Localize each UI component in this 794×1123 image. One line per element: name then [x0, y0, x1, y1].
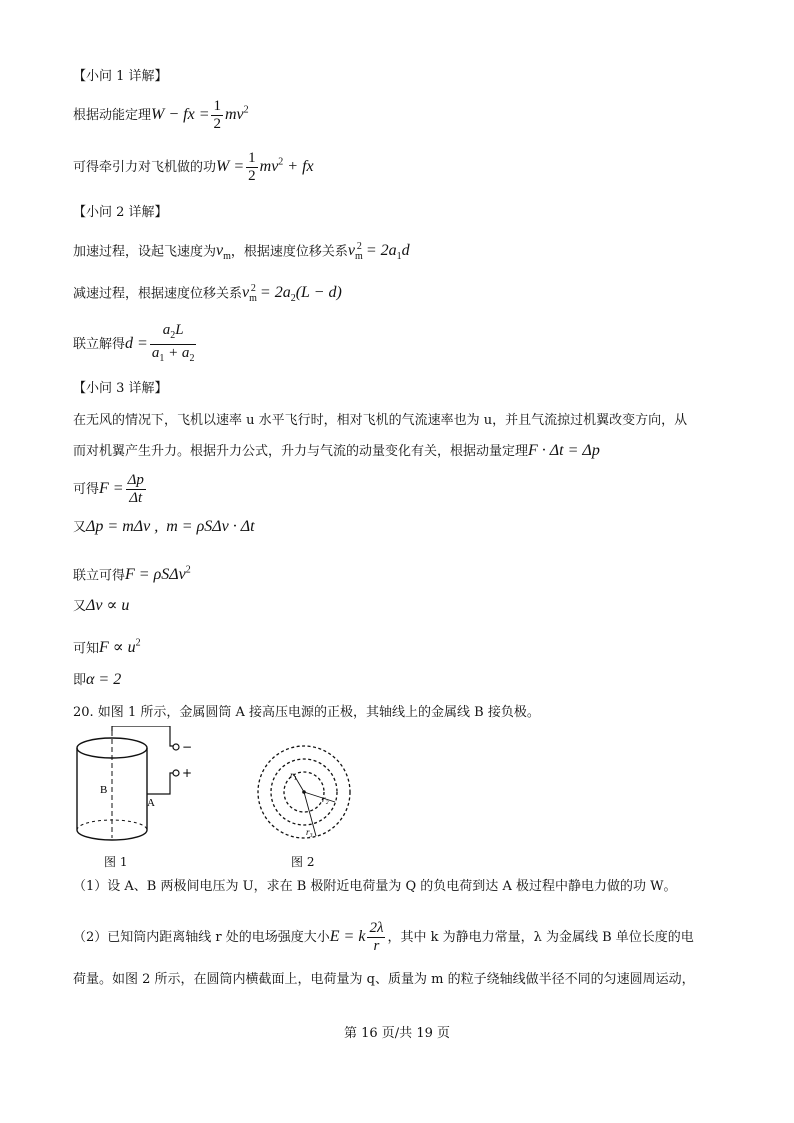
figure-1-cylinder: [72, 726, 202, 854]
wire-to-positive: [147, 773, 173, 794]
formula-dp: Δp = mΔv , m = ρSΔv · Δt: [86, 518, 255, 535]
problem20-part2-line1: [73, 920, 694, 955]
label-minus: −: [182, 740, 193, 754]
formula-momentum-theorem: F · Δt = Δp: [528, 442, 600, 459]
q1-line1-text: 根据动能定理: [73, 108, 152, 124]
figure-2-caption: 图 2: [291, 855, 315, 869]
formula-decel: $v_m^2 = 2a_2(L - d)$: [242, 283, 342, 305]
problem20-intro: 20. 如图 1 所示，金属圆筒 A 接高压电源的正极，其轴线上的金属线 B 接负极。: [73, 705, 540, 720]
q2-heading: 【小问 2 详解】: [73, 205, 168, 220]
problem20-part1: （1）设 A、B 两极间电压为 U，求在 B 极附近电荷量为 Q 的负电荷到达 A 极过程中静电力做的功 W。: [73, 879, 677, 894]
q2-line3-text: 联立解得: [73, 337, 126, 353]
label-b: B: [100, 784, 108, 796]
figure-2-concentric-orbits: [248, 736, 360, 848]
q3-para1: 在无风的情况下，飞机以速率 u 水平飞行时，相对飞机的气流速率也为 u，并且气流掠过机翼改变方向，从: [73, 413, 688, 428]
q3-you2: [73, 597, 129, 616]
q1-heading: 【小问 1 详解】: [73, 69, 168, 84]
q3-you2-text: 又: [73, 599, 87, 614]
label-r3: r₃: [306, 827, 313, 837]
page-footer: 第 16 页/共 19 页: [344, 1026, 450, 1041]
part2-text-b: ，其中 k 为静电力常量，λ 为金属线 B 单位长度的电: [387, 930, 694, 946]
q3-you1: [73, 518, 255, 537]
q3-kezhi: [73, 635, 141, 658]
q3-lianli-text: 联立可得: [73, 568, 126, 584]
q2-line2-text: 减速过程，根据速度位移关系: [73, 286, 243, 302]
q2-line2: [73, 280, 342, 309]
q3-kede-text: 可得: [73, 482, 100, 498]
q1-line1: [73, 98, 249, 133]
q3-para2-text: 而对机翼产生升力。根据升力公式，升力与气流的动量变化有关，根据动量定理: [73, 444, 529, 459]
q3-lianli: [73, 562, 191, 585]
formula-alpha: α = 2: [86, 671, 122, 688]
part2-text-a: （2）已知筒内距离轴线 r 处的电场强度大小: [73, 930, 330, 946]
formula-d: d = $\frac{a_2L}{a_1 + a_2}$: [125, 322, 195, 364]
formula-F-rho: F = ρSΔv$^2$: [125, 565, 191, 584]
q1-line2: [73, 150, 314, 185]
formula-field-strength: E = k $\frac{2\lambda}{r}$: [329, 920, 384, 954]
radius-r2: [304, 792, 335, 802]
problem20-part2-line2: 荷量。如图 2 所示，在圆筒内横截面上，电荷量为 q、质量为 m 的粒子绕轴线做半径不同的匀速圆周运动，: [73, 972, 695, 987]
q3-ji: [73, 671, 121, 690]
q3-ji-text: 即: [73, 673, 87, 688]
negative-terminal: [173, 744, 179, 750]
q2-line1-text-a: 加速过程，设起飞速度为: [73, 244, 217, 260]
q1-line2-text: 可得牵引力对飞机做的功: [73, 160, 217, 176]
formula-work: W = $\frac{1}{2}$ $mv^2$ + fx: [216, 150, 314, 184]
formula-F-prop: $F \propto u^2$: [99, 638, 141, 657]
q3-kezhi-text: 可知: [73, 641, 100, 657]
q3-heading: 【小问 3 详解】: [73, 381, 168, 396]
formula-accel: $v_m^2 = 2a_1d$: [347, 241, 410, 263]
label-r2: r₂: [322, 794, 329, 804]
label-a: A: [147, 797, 155, 809]
q2-line1-text-b: ，根据速度位移关系: [230, 244, 348, 260]
q3-you1-text: 又: [73, 520, 87, 535]
label-r1: r₁: [290, 770, 297, 780]
formula-kinetic-energy-theorem: W − fx = $\frac{1}{2}$ $mv^2$: [151, 98, 249, 132]
q2-line1: [73, 238, 410, 267]
label-plus: +: [182, 766, 193, 780]
formula-dv-prop: Δv ∝ u: [86, 597, 130, 614]
positive-terminal: [173, 770, 179, 776]
q3-para2: [73, 442, 600, 461]
q3-kede: [73, 472, 148, 507]
formula-vm: $v_m$: [216, 242, 231, 263]
q2-line3: [73, 322, 198, 367]
figure-1-caption: 图 1: [104, 855, 128, 869]
formula-F: F = $\frac{\Delta p}{\Delta t}$: [99, 472, 144, 506]
